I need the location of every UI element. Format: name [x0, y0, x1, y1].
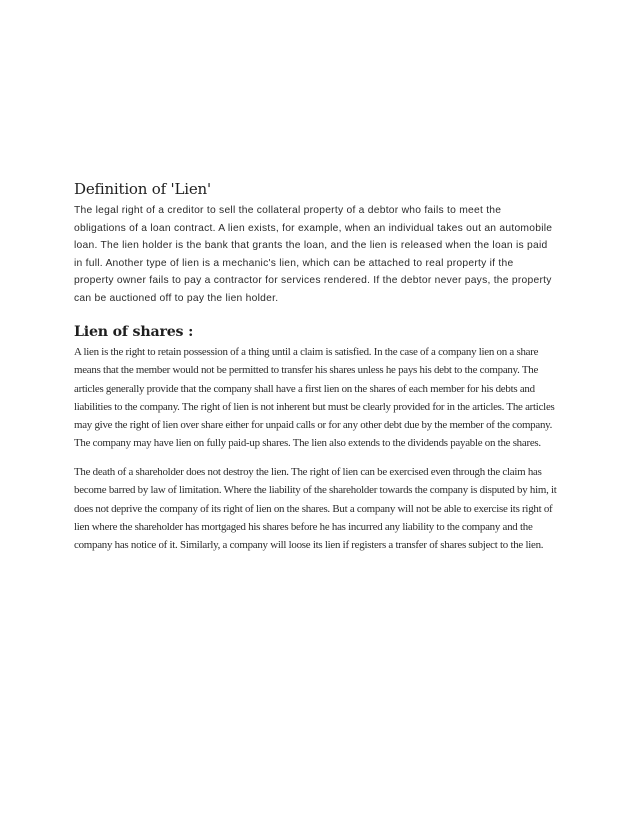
definition-heading: Definition of 'Lien' [74, 180, 211, 198]
definition-paragraph: The legal right of a creditor to sell the collateral property of a debtor who fails to meet the obligations of a loan contract. A lien exists, for example, when an individual takes out an automobile loan. The lien holder is the bank that grants the loan, and the lien is released when the loan is paid in full. Another type of lien is a mechanic's lien, which can be attached to real property if the property owner fails to pay a contractor for services rendered. If the debtor never pays, the property can be auctioned off to pay the lien holder. [74, 205, 553, 304]
lien-of-shares-heading: Lien of shares : [74, 324, 194, 340]
document-page [74, 0, 566, 826]
lien-of-shares-paragraph-1: A lien is the right to retain possession of a thing until a claim is satisfied. In the case of a company lien on a share means that the member would not be permitted to transfer his shares unless he pays his debt to the company. The articles generally provide that the company shall have a first lien on the shares of each member for his debts and liabilities to the company. The right of lien is not inherent but must be clearly provided for in the articles. The articles may give the right of lien over share either for unpaid calls or for any other debt due by the member of the company. The company may have lien on fully paid-up shares. The lien also extends to the dividends payable on the shares. [74, 346, 555, 450]
lien-of-shares-paragraph-2: The death of a shareholder does not destroy the lien. The right of lien can be exercised even through the claim has become barred by law of limitation. Where the liability of the shareholder towards the company is disputed by him, it does not deprive the company of its right of lien on the shares. But a company will not be able to exercise its right of lien where the shareholder has mortgaged his shares before he has incurred any liability to the company and the company has notice of it. Similarly, a company will loose its lien if registers a transfer of shares subject to the lien. [74, 466, 557, 552]
